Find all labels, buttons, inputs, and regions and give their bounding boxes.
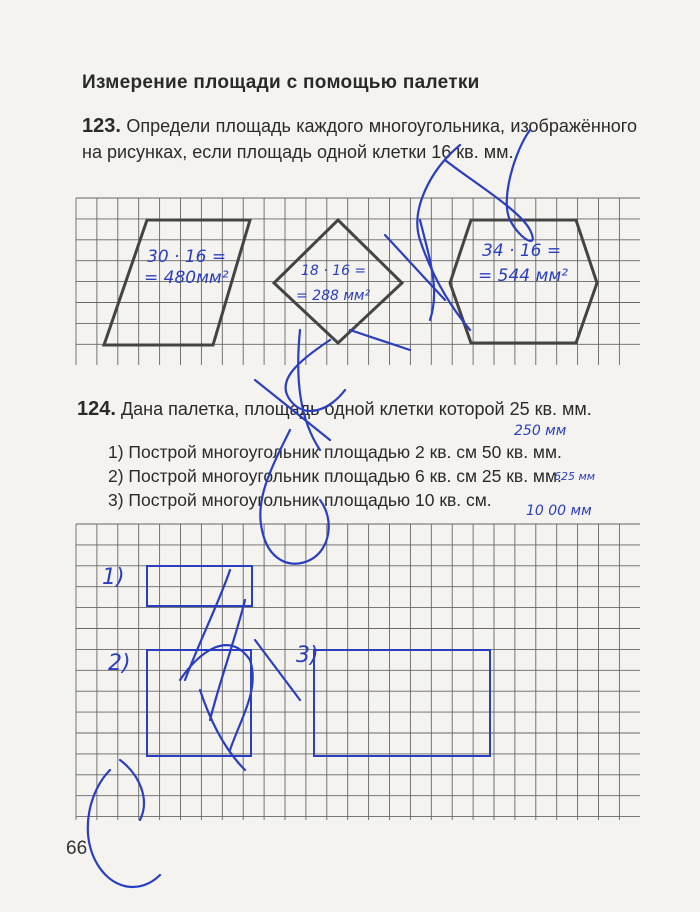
task-124-item-3: 3) Построй многоугольник площадью 10 кв. см. <box>108 490 492 510</box>
answer-3-line1: 34 · 16 = <box>482 241 562 261</box>
page-number: 66 <box>66 838 88 859</box>
drawn-rectangle-1 <box>147 566 252 606</box>
answer-3-line2: = 544 мм² <box>478 266 568 286</box>
answer-1-line2: = 480мм² <box>144 268 229 288</box>
task-124-number: 124. <box>77 398 116 420</box>
note-625: 625 мм <box>554 470 596 483</box>
task-124-item-2: 2) Построй многоугольник площадью 6 кв. см 25 кв. мм. <box>108 466 562 486</box>
pen-scribbles <box>88 130 533 887</box>
answer-2-line2: = 288 мм² <box>296 288 371 304</box>
drawing-label-3: 3) <box>296 643 319 668</box>
task-123-text: Определи площадь каждого многоугольника, изображённого на рисунках, если площадь одной клетки 16 кв. мм. <box>82 116 637 162</box>
task-124-item-1: 1) Построй многоугольник площадью 2 кв. см 50 кв. мм. <box>108 442 562 462</box>
answer-1-line1: 30 · 16 = <box>147 247 227 267</box>
note-250: 250 мм <box>514 423 567 439</box>
drawn-rectangle-2 <box>147 650 251 756</box>
task-123-number: 123. <box>82 115 121 137</box>
answer-2-line1: 18 · 16 = <box>301 263 367 279</box>
task-124-text: Дана палетка, площадь одной клетки которой 25 кв. мм. <box>120 399 592 419</box>
drawing-label-2: 2) <box>108 651 131 676</box>
note-1000: 10 00 мм <box>526 503 592 519</box>
section-title: Измерение площади с помощью палетки <box>82 72 480 93</box>
drawn-rectangle-3 <box>314 650 490 756</box>
grid-124 <box>76 524 640 820</box>
drawing-label-1: 1) <box>102 565 125 590</box>
